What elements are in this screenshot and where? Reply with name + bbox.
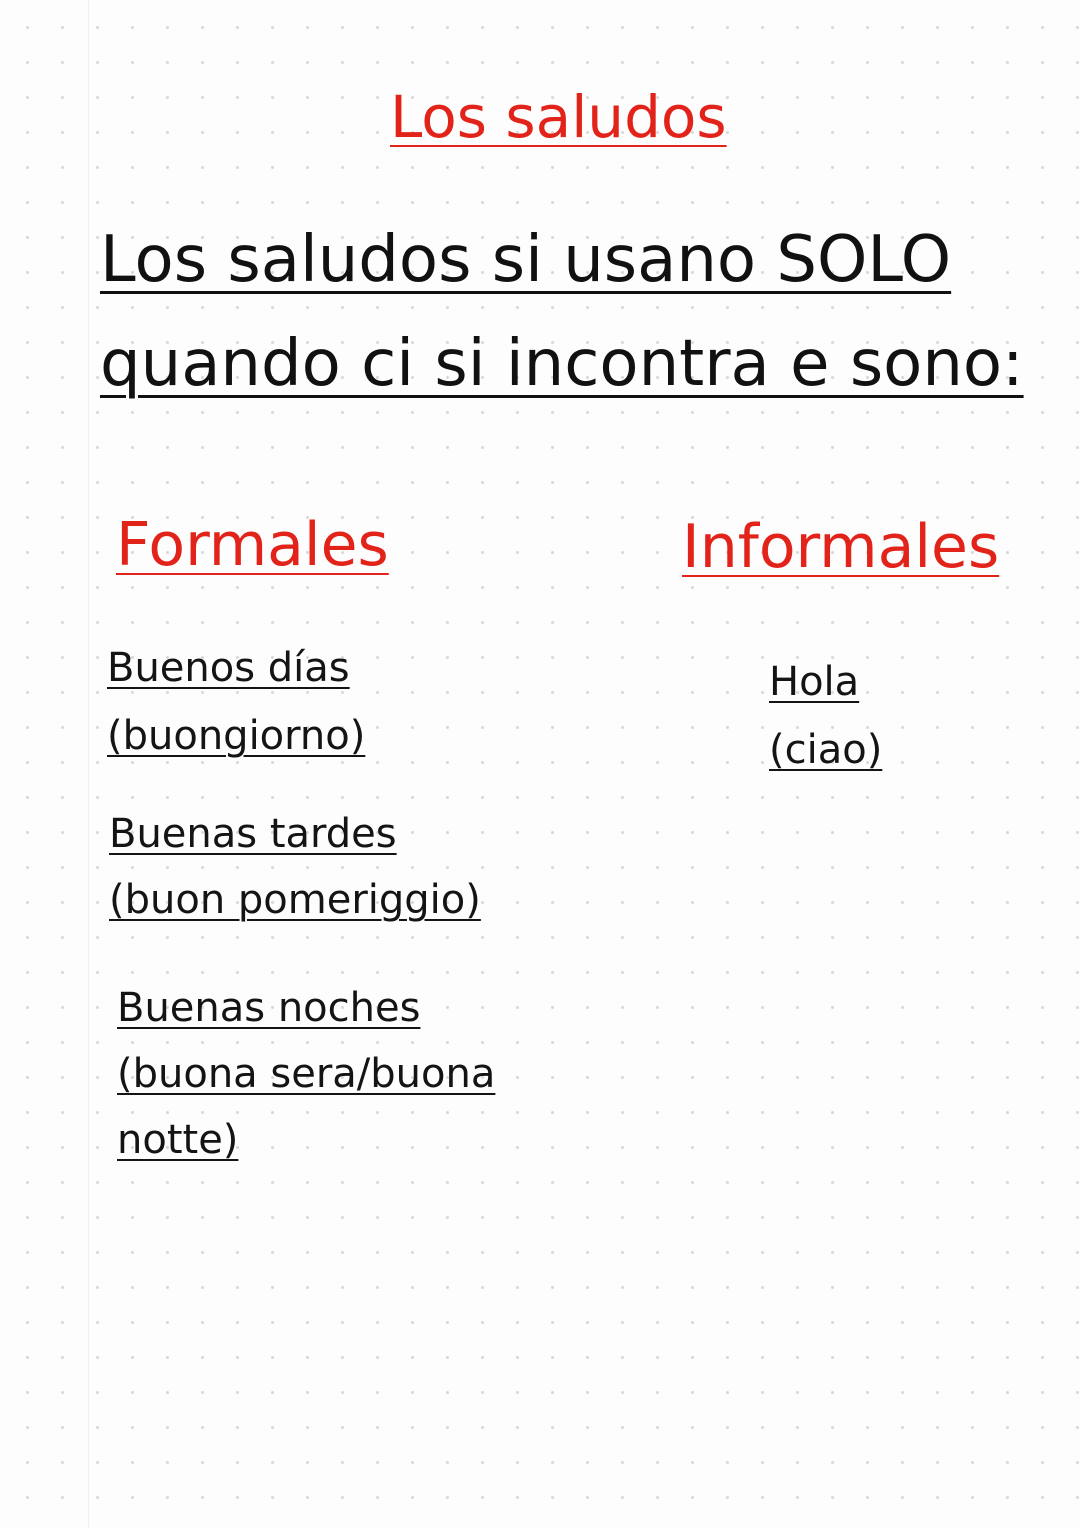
formal-greeting-buenos-dias: Buenos días (107, 645, 350, 691)
page-title: Los saludos (390, 83, 727, 151)
formal-greeting-buenas-tardes: Buenas tardes (109, 811, 397, 857)
page-margin-line (88, 0, 89, 1528)
formal-translation-buona-sera-line1: (buona sera/buona (117, 1051, 496, 1097)
formal-translation-buongiorno: (buongiorno) (107, 713, 366, 759)
intro-line-2: quando ci si incontra e sono: (100, 327, 1024, 401)
formal-greeting-buenas-noches: Buenas noches (117, 985, 421, 1031)
informal-greeting-hola: Hola (769, 659, 860, 705)
intro-line-1: Los saludos si usano SOLO (100, 223, 952, 297)
formales-heading: Formales (116, 510, 389, 580)
formal-translation-buona-sera-line2: notte) (117, 1117, 239, 1163)
informal-translation-ciao: (ciao) (769, 727, 883, 773)
formal-translation-buon-pomeriggio: (buon pomeriggio) (109, 877, 481, 923)
informales-heading: Informales (682, 512, 1000, 582)
